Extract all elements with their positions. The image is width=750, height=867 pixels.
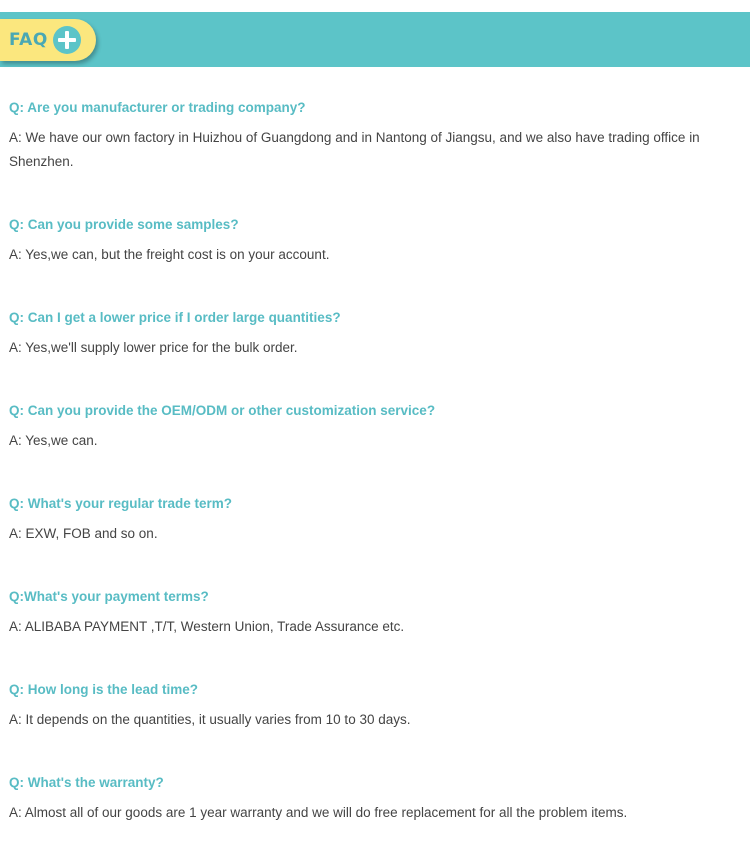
faq-answer: A: Yes,we'll supply lower price for the bulk order. bbox=[9, 340, 298, 355]
faq-question: Q: What's your regular trade term? bbox=[9, 496, 233, 511]
faq-tab[interactable] bbox=[0, 19, 96, 61]
faq-question: Q: What's the warranty? bbox=[9, 775, 164, 790]
faq-item bbox=[9, 99, 739, 216]
faq-answer: A: Yes,we can. bbox=[9, 433, 98, 448]
faq-item bbox=[9, 402, 739, 495]
faq-question: Q: How long is the lead time? bbox=[9, 682, 199, 697]
faq-item bbox=[9, 774, 739, 867]
faq-title: FAQ bbox=[9, 30, 48, 50]
faq-answer: A: It depends on the quantities, it usually varies from 10 to 30 days. bbox=[9, 712, 411, 727]
faq-answer: A: Almost all of our goods are 1 year warranty and we will do free replacement for all the problem items. bbox=[9, 805, 628, 820]
faq-item bbox=[9, 681, 739, 774]
faq-item bbox=[9, 588, 739, 681]
faq-item bbox=[9, 309, 739, 402]
faq-answer: A: We have our own factory in Huizhou of Guangdong and in Nantong of Jiangsu, and we also have trading office in Shenzhen. bbox=[9, 130, 700, 169]
faq-banner bbox=[0, 12, 750, 67]
faq-question: Q:What's your payment terms? bbox=[9, 589, 209, 604]
faq-answer: A: EXW, FOB and so on. bbox=[9, 526, 158, 541]
faq-item bbox=[9, 495, 739, 588]
faq-question: Q: Can I get a lower price if I order large quantities? bbox=[9, 310, 341, 325]
faq-question: Q: Are you manufacturer or trading company? bbox=[9, 100, 306, 115]
faq-answer: A: ALIBABA PAYMENT ,T/T, Western Union, Trade Assurance etc. bbox=[9, 619, 405, 634]
faq-list bbox=[9, 99, 739, 867]
faq-question: Q: Can you provide the OEM/ODM or other customization service? bbox=[9, 403, 436, 418]
faq-answer: A: Yes,we can, but the freight cost is on your account. bbox=[9, 247, 330, 262]
faq-item bbox=[9, 216, 739, 309]
plus-circle-icon[interactable] bbox=[53, 26, 81, 54]
faq-question: Q: Can you provide some samples? bbox=[9, 217, 239, 232]
